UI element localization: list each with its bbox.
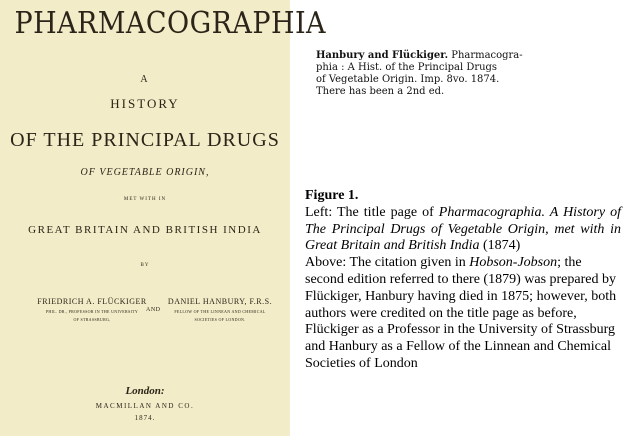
title-principal-drugs: OF THE PRINCIPAL DRUGS xyxy=(10,129,280,151)
figure-label: Figure 1. xyxy=(305,188,359,203)
caption-left-prefix: Left: The title page of xyxy=(305,204,439,220)
title-article: A xyxy=(140,74,150,85)
caption-left-suffix: (1874) xyxy=(479,238,521,254)
hobson-jobson-citation xyxy=(316,49,582,97)
citation-line-3: of Vegetable Origin. Imp. 8vo. 1874. xyxy=(316,73,500,85)
title-history: HISTORY xyxy=(110,96,180,111)
figure-caption xyxy=(305,188,621,373)
citation-line-4: There has been a 2nd ed. xyxy=(316,85,445,97)
caption-above-suffix: ; the second edition referred to there (1879) was prepared by Flückiger, Hanbury having died in 1875; however, both authors were credited on the title page as before, Flückiger as a Professor in the University of Strassburg and Hanbury as a Fellow of the Linnean and Chemical Societies of London xyxy=(305,255,617,371)
title-britain-india: GREAT BRITAIN AND BRITISH INDIA xyxy=(28,224,262,236)
title-met-with: MET WITH IN xyxy=(123,197,167,202)
author-hanbury xyxy=(164,297,276,322)
citation-authors: Hanbury and Flückiger. xyxy=(316,49,449,61)
title-by: BY xyxy=(140,263,150,268)
title-vegetable-origin: OF VEGETABLE ORIGIN, xyxy=(80,167,210,178)
caption-left-italic: Pharmacographia. A History of The Principal Drugs of Vegetable Origin, met with in Great Britain and British India xyxy=(305,204,621,254)
citation-line-1 xyxy=(316,49,582,61)
book-title: PHARMACOGRAPHIA xyxy=(14,6,327,41)
author-fluckiger xyxy=(36,297,148,322)
caption-left-paragraph xyxy=(305,205,621,255)
author-fluckiger-name: FRIEDRICH A. FLÜCKIGER xyxy=(37,297,147,306)
author-hanbury-title-2: SOCIETIES OF LONDON. xyxy=(194,317,246,322)
author-fluckiger-title-1: PHIL. DR., PROFESSOR IN THE UNIVERSITY xyxy=(45,309,139,314)
imprint-year: 1874. xyxy=(134,414,156,422)
author-fluckiger-title-2: OF STRASSBURG, xyxy=(73,317,111,322)
title-and: AND xyxy=(146,307,161,313)
imprint-london: London: xyxy=(125,385,165,397)
citation-text-1: Pharmacogra- xyxy=(448,49,523,61)
citation-line-2: phia : A Hist. of the Principal Drugs xyxy=(316,61,498,73)
author-hanbury-name: DANIEL HANBURY, F.R.S. xyxy=(167,297,273,306)
caption-above-paragraph xyxy=(305,255,621,373)
caption-above-italic: Hobson-Jobson xyxy=(469,255,558,271)
author-hanbury-title-1: FELLOW OF THE LINNEAN AND CHEMICAL xyxy=(174,309,266,314)
imprint-publisher: MACMILLAN AND CO. xyxy=(95,402,195,410)
caption-above-prefix: Above: The citation given in xyxy=(305,255,470,271)
